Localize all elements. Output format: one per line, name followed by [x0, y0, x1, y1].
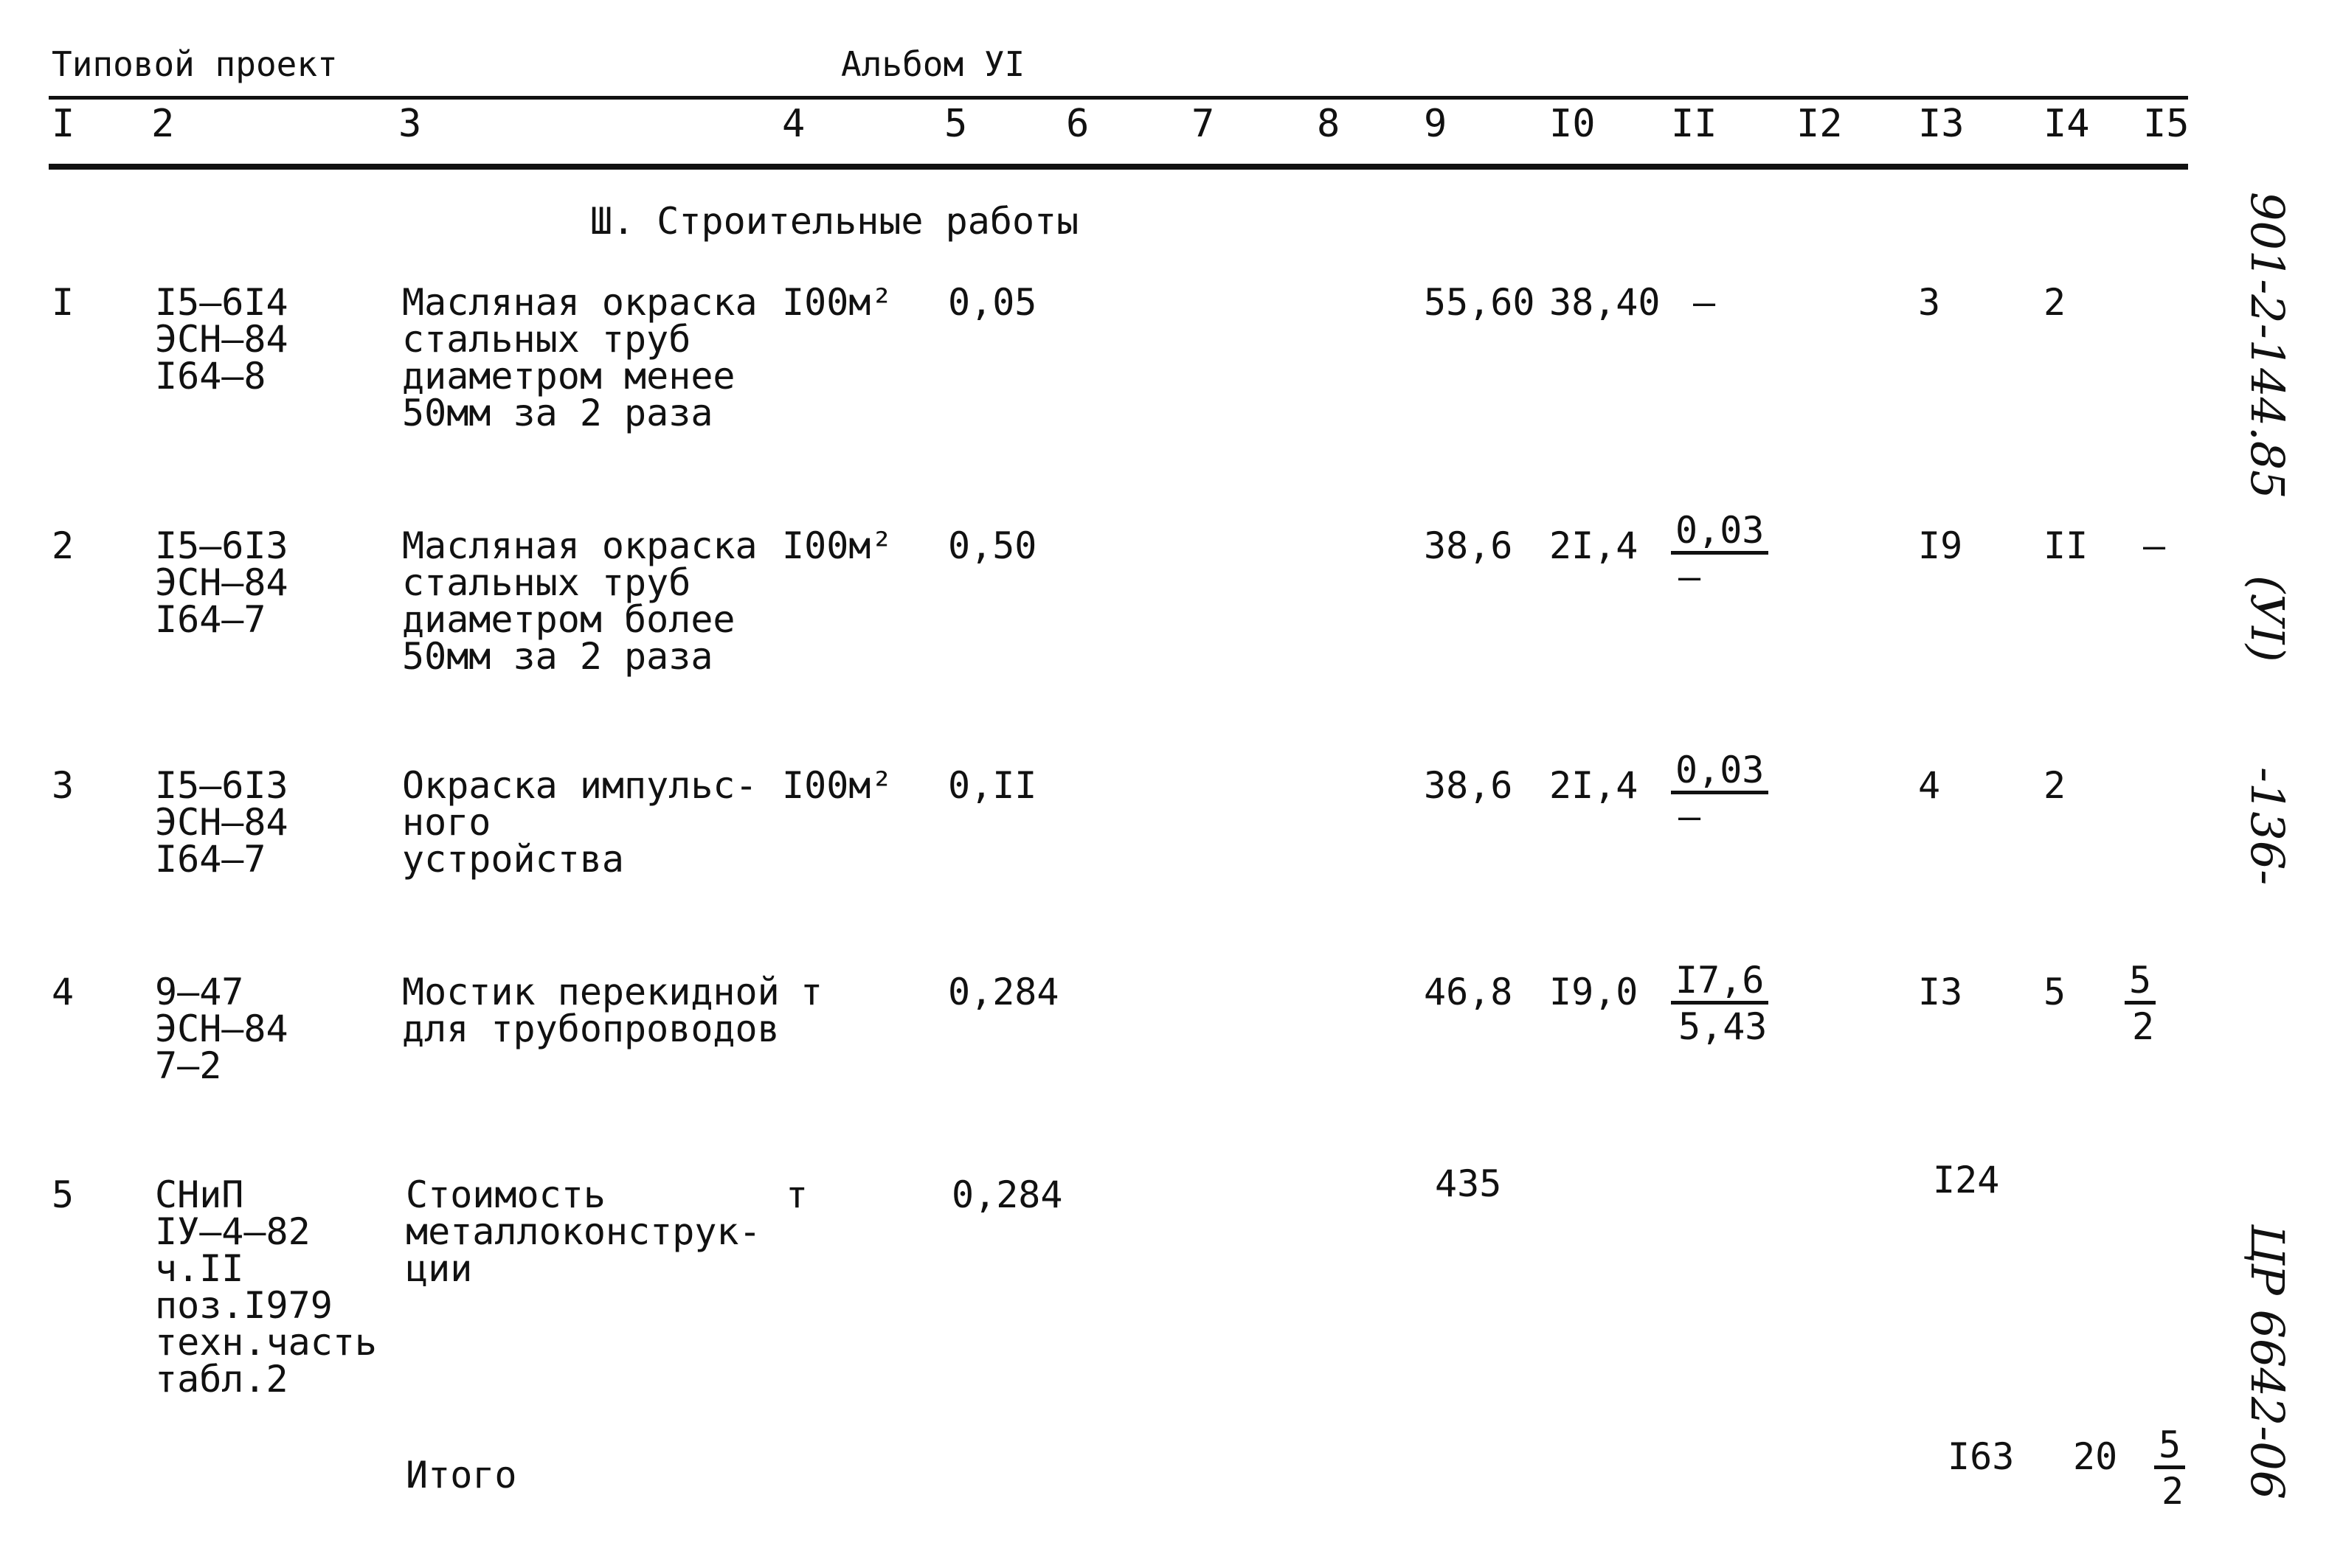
total-col14: 20	[2073, 1435, 2118, 1478]
work-description: Масляная окраска стальных труб диаметром менее 50мм за 2 раза	[402, 281, 758, 434]
quantity: 0,284	[952, 1173, 1063, 1216]
unit: т	[786, 1173, 809, 1216]
col9-value: 38,6	[1424, 764, 1513, 807]
margin-album-note: (УI)	[2240, 575, 2294, 662]
row-number: 4	[52, 971, 75, 1013]
norm-code: 9–47 ЭСН–84 7–2	[155, 971, 288, 1087]
column-number: 7	[1191, 102, 1215, 146]
column-number: I3	[1918, 102, 1965, 146]
col10-value: 2I,4	[1549, 524, 1638, 567]
col9-value: 435	[1435, 1162, 1502, 1205]
col9-value: 55,60	[1424, 281, 1535, 324]
fraction-numerator: 0,03	[1671, 510, 1768, 555]
col15-value: –	[2143, 524, 2166, 567]
column-number: II	[1671, 102, 1717, 146]
header-top-rule	[49, 96, 2188, 100]
column-number: 6	[1066, 102, 1090, 146]
unit: I00м²	[782, 281, 893, 324]
col13-value: I9	[1918, 524, 1963, 567]
col10-value: 38,40	[1549, 281, 1661, 324]
column-number: 9	[1424, 102, 1447, 146]
col15-fraction	[2125, 959, 2191, 1049]
fraction-denominator: 2	[2162, 1470, 2184, 1513]
norm-code: I5–6I3 ЭСН–84 I64–7	[155, 764, 288, 881]
col11-fraction	[1671, 749, 1774, 839]
norm-code: СНиП IУ–4–82 ч.II поз.I979 техн.часть табл.2	[155, 1173, 378, 1401]
margin-project-code: 901-2-144.85	[2240, 192, 2294, 499]
header-album-label: Альбом УI	[841, 44, 1025, 84]
quantity: 0,50	[948, 524, 1037, 567]
quantity: 0,284	[948, 971, 1059, 1013]
column-number: 3	[398, 102, 422, 146]
column-number: 8	[1317, 102, 1340, 146]
column-number: I4	[2043, 102, 2090, 146]
fraction-denominator: –	[1678, 555, 1701, 598]
unit: I00м²	[782, 764, 893, 807]
col10-value: I9,0	[1549, 971, 1638, 1013]
col14-value: II	[2043, 524, 2088, 567]
total-col13: I63	[1948, 1435, 2015, 1478]
col14-value: 2	[2043, 764, 2066, 807]
total-col15-fraction	[2154, 1423, 2221, 1513]
work-description: Масляная окраска стальных труб диаметром более 50мм за 2 раза	[402, 524, 758, 678]
col10-value: 2I,4	[1549, 764, 1638, 807]
fraction-numerator: 5	[2154, 1424, 2185, 1469]
margin-page-number: -136-	[2240, 767, 2294, 886]
norm-code: I5–6I4 ЭСН–84 I64–8	[155, 281, 288, 398]
col13-value: I24	[1933, 1159, 2000, 1201]
row-number: 3	[52, 764, 75, 807]
col11-value: –	[1693, 281, 1716, 324]
col14-value: 5	[2043, 971, 2066, 1013]
margin-stamp: ЦР 6642-06	[2240, 1224, 2294, 1500]
quantity: 0,II	[948, 764, 1037, 807]
column-number: 4	[782, 102, 806, 146]
column-number: 2	[151, 102, 175, 146]
col14-value: 2	[2043, 281, 2066, 324]
column-number: 5	[944, 102, 968, 146]
fraction-numerator: 0,03	[1671, 749, 1768, 794]
column-number: I	[52, 102, 75, 146]
fraction-denominator: 5,43	[1678, 1005, 1768, 1048]
col13-value: 3	[1918, 281, 1941, 324]
header-project-label: Типовой проект	[52, 44, 338, 84]
unit: т	[800, 971, 823, 1013]
fraction-denominator: –	[1678, 795, 1701, 838]
column-number: I2	[1796, 102, 1843, 146]
col13-value: 4	[1918, 764, 1941, 807]
row-number: 5	[52, 1173, 75, 1216]
row-number: I	[52, 281, 75, 324]
fraction-denominator: 2	[2132, 1005, 2155, 1048]
total-label: Итого	[406, 1454, 517, 1496]
fraction-numerator: I7,6	[1671, 960, 1768, 1005]
unit: I00м²	[782, 524, 893, 567]
column-number: I5	[2143, 102, 2190, 146]
fraction-numerator: 5	[2125, 960, 2156, 1005]
section-title: Ш. Строительные работы	[590, 200, 1079, 243]
header-bottom-rule	[49, 164, 2188, 170]
row-number: 2	[52, 524, 75, 567]
col13-value: I3	[1918, 971, 1963, 1013]
col9-value: 46,8	[1424, 971, 1513, 1013]
col11-fraction	[1671, 959, 1774, 1049]
work-description: Окраска импульс- ного устройства	[402, 764, 758, 881]
col11-fraction	[1671, 509, 1774, 599]
norm-code: I5–6I3 ЭСН–84 I64–7	[155, 524, 288, 641]
quantity: 0,05	[948, 281, 1037, 324]
column-number: I0	[1549, 102, 1596, 146]
work-description: Стоимость металлоконструк- ции	[406, 1173, 761, 1290]
work-description: Мостик перекидной для трубопроводов	[402, 971, 780, 1050]
col9-value: 38,6	[1424, 524, 1513, 567]
